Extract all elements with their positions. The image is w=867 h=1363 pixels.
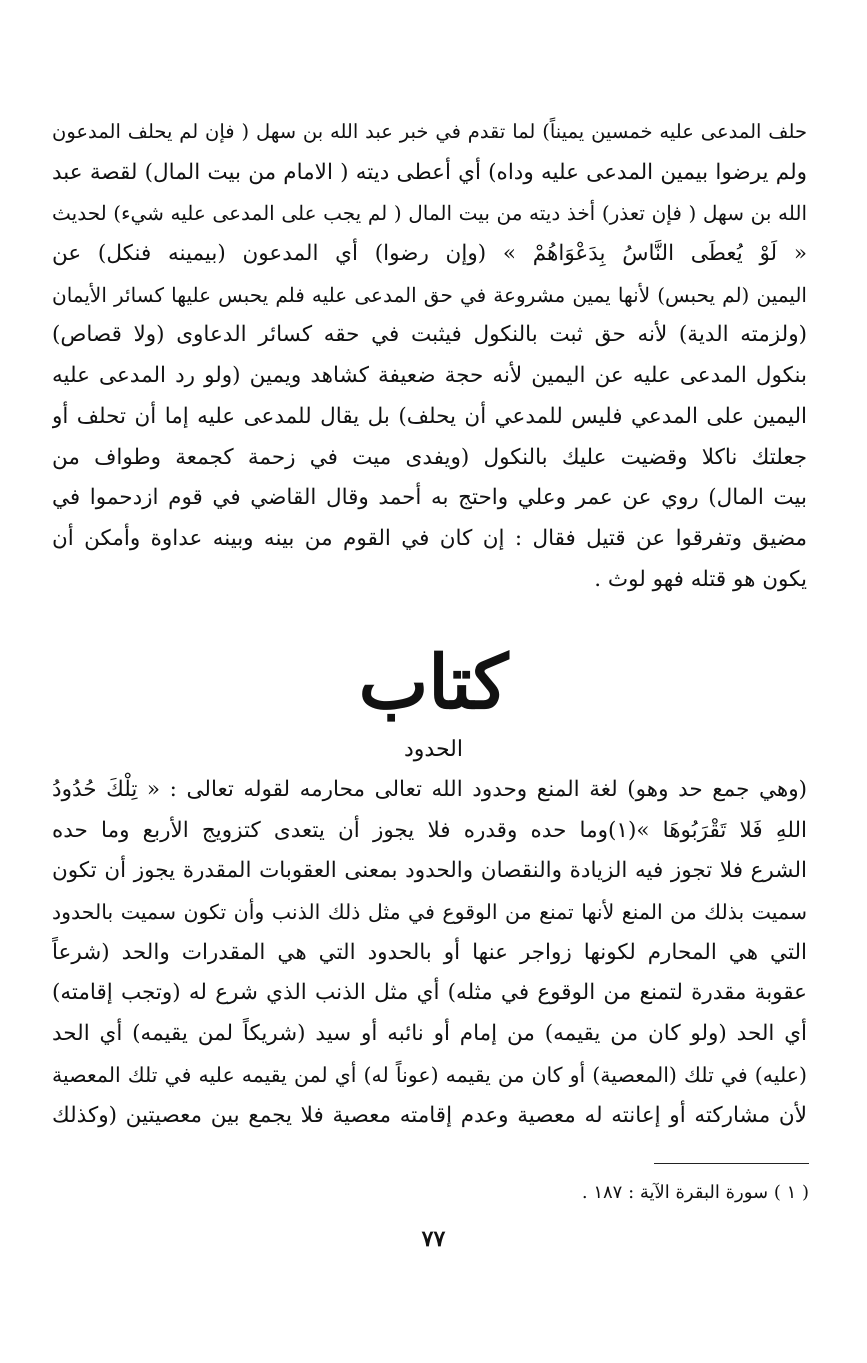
footnote-divider [654, 1163, 809, 1164]
text-line: (عليه) في تلك (المعصية) أو كان من يقيمه (عوناً له) أي لمن يقيمه عليه في تلك المعصية [52, 1062, 807, 1087]
footnote: ( ١ ) سورة البقرة الآية : ١٨٧ . [581, 1182, 809, 1203]
text-line: (وهي جمع حد وهو) لغة المنع وحدود الله تعالى محارمه لقوله تعالى : « تِلْكَ حُدُودُ [52, 777, 807, 802]
section-title: كتاب [358, 640, 509, 726]
text-line: جعلتك ناكلا وقضيت عليك بالنكول (ويفدى ميت في زحمة كجمعة وطواف من [52, 444, 807, 470]
text-line: (ولزمته الدية) لأنه حق ثبت بالنكول فيثبت في حقه كسائر الدعاوى (ولا قصاص) [52, 322, 807, 348]
page-number: ٧٧ [421, 1226, 446, 1252]
text-line: عقوبة مقدرة لتمنع من الوقوع في مثله) أي مثل الذنب الذي شرع له (وتجب إقامته) [52, 980, 807, 1006]
text-line: الله بن سهل ( فإن تعذر) أخذ ديته من بيت المال ( لم يجب على المدعى عليه شيء) لحديث [52, 201, 807, 226]
text-line: يكون هو قتله فهو لوث . [594, 566, 807, 592]
text-line: سميت بذلك من المنع لأنها تمنع من الوقوع في مثل ذلك الذنب وأن تكون سميت بالحدود [52, 900, 807, 925]
text-line: اللهِ فَلا تَقْرَبُوهَا »(١)وما حده وقدره فلا يجوز أن يتعدى كتزويج الأربع وما حده [52, 817, 807, 843]
section-subtitle: الحدود [404, 737, 463, 762]
text-line: لأن مشاركته أو إعانته له معصية وعدم إقامته معصية فلا يجمع بين معصيتين (وكذلك [52, 1102, 807, 1128]
text-line: « لَوْ يُعطَى النَّاسُ بِدَعْوَاهُمْ » (وإن رضوا) أي المدعون (بيمينه فنكل) عن [52, 241, 807, 267]
text-line: اليمين (لم يحبس) لأنها يمين مشروعة في حق المدعى عليه فلم يحبس عليها كسائر الأيمان [52, 282, 807, 307]
text-line: اليمين على المدعي فليس للمدعي أن يحلف) بل يقال للمدعى عليه إما أن تحلف أو [52, 403, 807, 429]
top-paragraph [52, 112, 807, 600]
text-line: بنكول المدعى عليه عن اليمين لأنه حجة ضعيفة كشاهد ويمين (ولو رد المدعى عليه [52, 363, 807, 389]
bottom-paragraph [52, 770, 807, 1136]
text-line: ولم يرضوا بيمين المدعى عليه وداه) أي أعطى ديته ( الامام من بيت المال) لقصة عبد [52, 159, 807, 185]
text-line: بيت المال) روي عن عمر وعلي واحتج به أحمد وقال القاضي في قوم ازدحموا في [52, 485, 807, 511]
text-line: أي الحد (ولو كان من يقيمه) من إمام أو نائبه أو سيد (شريكاً لمن يقيمه) أي الحد [52, 1021, 807, 1047]
text-line: مضيق وتفرقوا عن قتيل فقال : إن كان في القوم من بينه وبينه عداوة وأمكن أن [52, 525, 807, 551]
text-line: حلف المدعى عليه خمسين يميناً) لما تقدم في خبر عبد الله بن سهل ( فإن لم يحلف المدعون [52, 120, 807, 143]
text-line: التي هي المحارم لكونها زواجر عنها أو بالحدود التي هي المقدرات والحد (شرعاً [52, 939, 807, 965]
text-line: الشرع فلا تجوز فيه الزيادة والنقصان والحدود بمعنى العقوبات المقدرة يجوز أن تكون [52, 858, 807, 884]
